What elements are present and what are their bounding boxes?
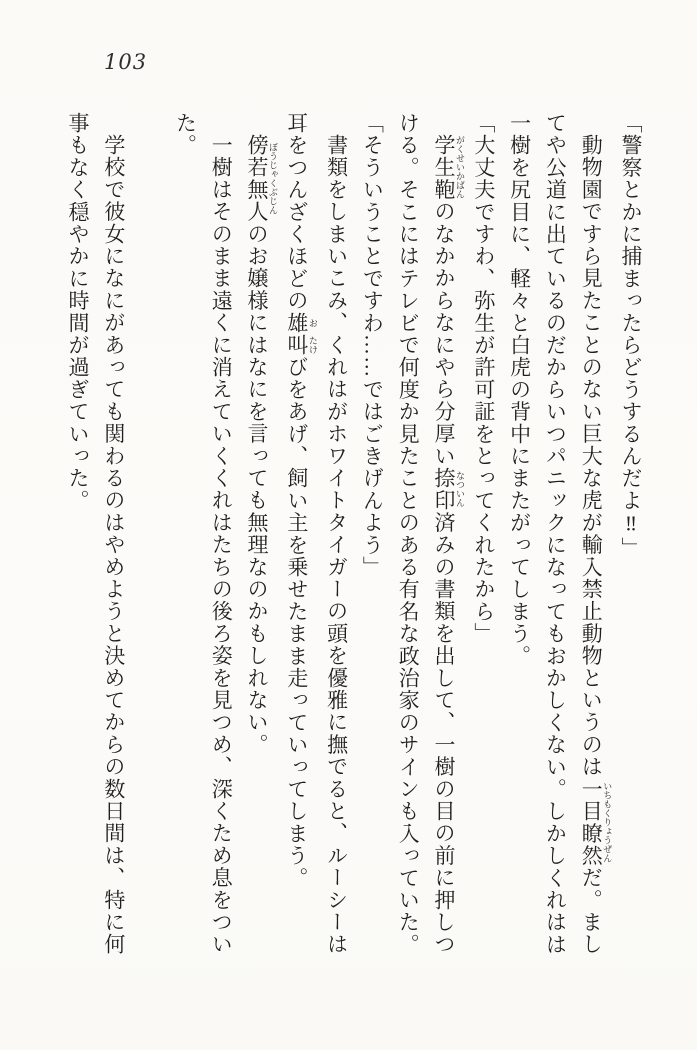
text-line: 耳をつんざくほどの雄 お叫 たけびをあげ、飼い主を乗せたまま走っていってしまう。 <box>284 112 318 890</box>
text-line: ける。そこにはテレビで何度か見たことのある有名な政治家のサインも入っていた。 <box>396 112 421 956</box>
text-line: 動物園ですら見たことのない巨大な虎が輸入禁止動物というのは一目瞭然 いちもくりょうぜんだ。まし <box>579 134 613 956</box>
ruby-annotated-word: 捺印 なついん <box>432 467 466 512</box>
text-line: 学校で彼女になにがあっても関わるのはやめようと決めてからの数日間は、特に何 <box>101 134 126 956</box>
text-line: 書類をしまいこみ、くれはがホワイトタイガーの頭を優雅に撫でると、ルーシーは <box>324 134 349 956</box>
text-line: 一樹はそのまま遠くに消えていくくれはたちの後ろ姿を見つめ、深くため息をつい <box>209 134 234 956</box>
text-line: 「そういうことですわ……ではごきげんよう」 <box>360 112 385 579</box>
novel-text-block <box>59 112 648 960</box>
text-line: 事もなく穏やかに時間が過ぎていった。 <box>66 112 91 512</box>
text-line: た。 <box>173 112 198 157</box>
page-number: 103 <box>104 50 148 74</box>
ruby-annotated-word: 叫 たけ <box>284 334 318 357</box>
text-line: 「警察とかに捕まったらどうするんだよ‼」 <box>619 112 643 559</box>
ruby-annotated-word: 雄 お <box>284 311 318 335</box>
text-line: 学生鞄 がくせいかばんのなかからなにやら分厚い捺印 なついん済みの書類を出して、一樹の目の前に押しつ <box>432 134 466 956</box>
ruby-annotated-word: 傍若無人 ぼうじゃくぶじん <box>245 134 279 223</box>
text-line: 傍若無人 ぼうじゃくぶじんのお嬢様にはなにを言っても無理なのかもしれない。 <box>245 134 279 756</box>
blank-line <box>131 112 167 960</box>
text-line: てや公道に出ているのだからいつパニックになってもおかしくない。しかしくれはは <box>543 112 568 956</box>
ruby-annotated-word: 学生鞄 がくせいかばん <box>432 134 466 201</box>
ruby-annotated-word: 一目瞭然 いちもくりょうぜん <box>579 777 613 867</box>
text-line: 一樹を尻目に、軽々と白虎の背中にまたがってしまう。 <box>507 112 532 667</box>
text-line: 「大丈夫ですわ、弥生が許可証をとってくれたから」 <box>471 112 496 645</box>
